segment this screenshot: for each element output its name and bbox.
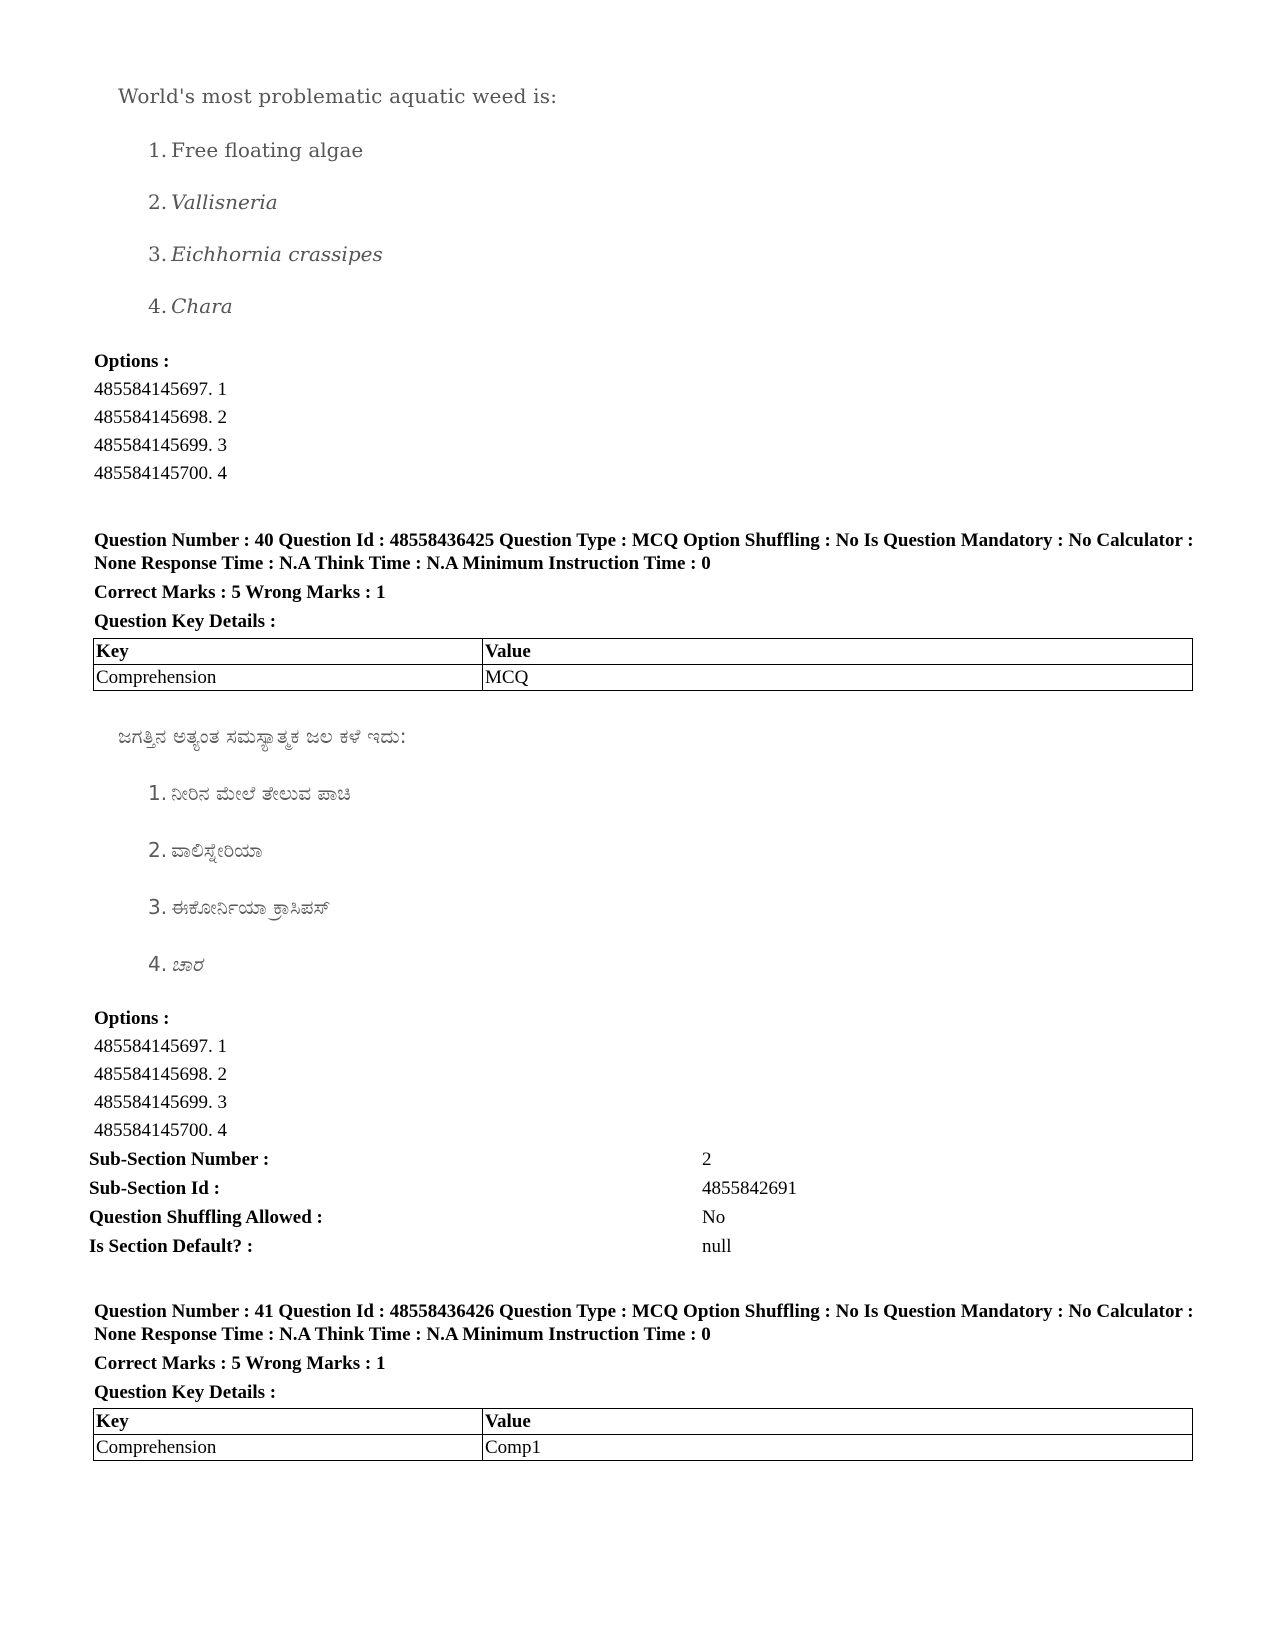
- question-stem: World's most problematic aquatic weed is:: [118, 84, 558, 108]
- subsection-number-value: 2: [702, 1149, 712, 1170]
- table-header-row: [94, 1409, 1193, 1435]
- table-row: [94, 665, 1193, 691]
- table-header-value: Value: [483, 639, 1193, 665]
- option-id-item: 485584145700. 4: [94, 1120, 227, 1141]
- question-image-kannada: [118, 724, 638, 984]
- option-id-item: 485584145698. 2: [94, 407, 227, 428]
- question-40-header: Question Number : 40 Question Id : 48558436425 Question Type : MCQ Option Shuffling : No Is Question Mandatory : No Calculator : None Response Time : N.A Think Time : N.A Minimum Instruction Time : 0: [94, 530, 1194, 574]
- image-option-1: 1. Free floating algae: [148, 138, 364, 162]
- table-cell-value: MCQ: [483, 665, 1193, 691]
- option-id-item: 485584145698. 2: [94, 1064, 227, 1085]
- subsection-number-label: Sub-Section Number :: [89, 1149, 270, 1170]
- section-default-value: null: [702, 1236, 732, 1257]
- image-option-2: 2. ವಾಲಿಸ್ನೇರಿಯಾ: [148, 838, 263, 862]
- option-id-item: 485584145697. 1: [94, 1036, 227, 1057]
- image-option-4: 4. ಚಾರ: [148, 952, 203, 976]
- image-option-3: 3. ಈಕೋರ್ನಿಯಾ ಕ್ರಾಸಿಪಸ್: [148, 895, 331, 919]
- question-41-key-table: [93, 1408, 1193, 1461]
- question-41-marks: Correct Marks : 5 Wrong Marks : 1: [94, 1353, 386, 1374]
- option-id-item: 485584145697. 1: [94, 379, 227, 400]
- table-cell-key: Comprehension: [94, 665, 483, 691]
- image-option-1: 1. ನೀರಿನ ಮೇಲೆ ತೇಲುವ ಪಾಚಿ: [148, 781, 351, 805]
- subsection-id-value: 4855842691: [702, 1178, 797, 1199]
- table-cell-value: Comp1: [483, 1435, 1193, 1461]
- table-cell-key: Comprehension: [94, 1435, 483, 1461]
- question-40-key-details-label: Question Key Details :: [94, 611, 277, 632]
- table-header-row: [94, 639, 1193, 665]
- question-stem-kannada: ಜಗತ್ತಿನ ಅತ್ಯಂತ ಸಮಸ್ಯಾತ್ಮಕ ಜಲ ಕಳೆ ಇದು:: [118, 724, 407, 748]
- option-id-item: 485584145700. 4: [94, 463, 227, 484]
- options-label: Options :: [94, 351, 170, 372]
- subsection-id-label: Sub-Section Id :: [89, 1178, 220, 1199]
- table-row: [94, 1435, 1193, 1461]
- option-id-item: 485584145699. 3: [94, 1092, 227, 1113]
- table-header-key: Key: [94, 639, 483, 665]
- question-40-marks: Correct Marks : 5 Wrong Marks : 1: [94, 582, 386, 603]
- image-option-3: 3. Eichhornia crassipes: [148, 242, 383, 266]
- image-option-2: 2. Vallisneria: [148, 190, 278, 214]
- image-option-4: 4. Chara: [148, 294, 233, 318]
- question-shuffling-label: Question Shuffling Allowed :: [89, 1207, 323, 1228]
- option-id-item: 485584145699. 3: [94, 435, 227, 456]
- question-41-key-details-label: Question Key Details :: [94, 1382, 277, 1403]
- question-40-key-table: [93, 638, 1193, 691]
- question-image-english: [118, 84, 638, 324]
- question-shuffling-value: No: [702, 1207, 726, 1228]
- table-header-value: Value: [483, 1409, 1193, 1435]
- options-label: Options :: [94, 1008, 170, 1029]
- table-header-key: Key: [94, 1409, 483, 1435]
- section-default-label: Is Section Default? :: [89, 1236, 254, 1257]
- question-41-header: Question Number : 41 Question Id : 48558436426 Question Type : MCQ Option Shuffling : No Is Question Mandatory : No Calculator : None Response Time : N.A Think Time : N.A Minimum Instruction Time : 0: [94, 1301, 1194, 1345]
